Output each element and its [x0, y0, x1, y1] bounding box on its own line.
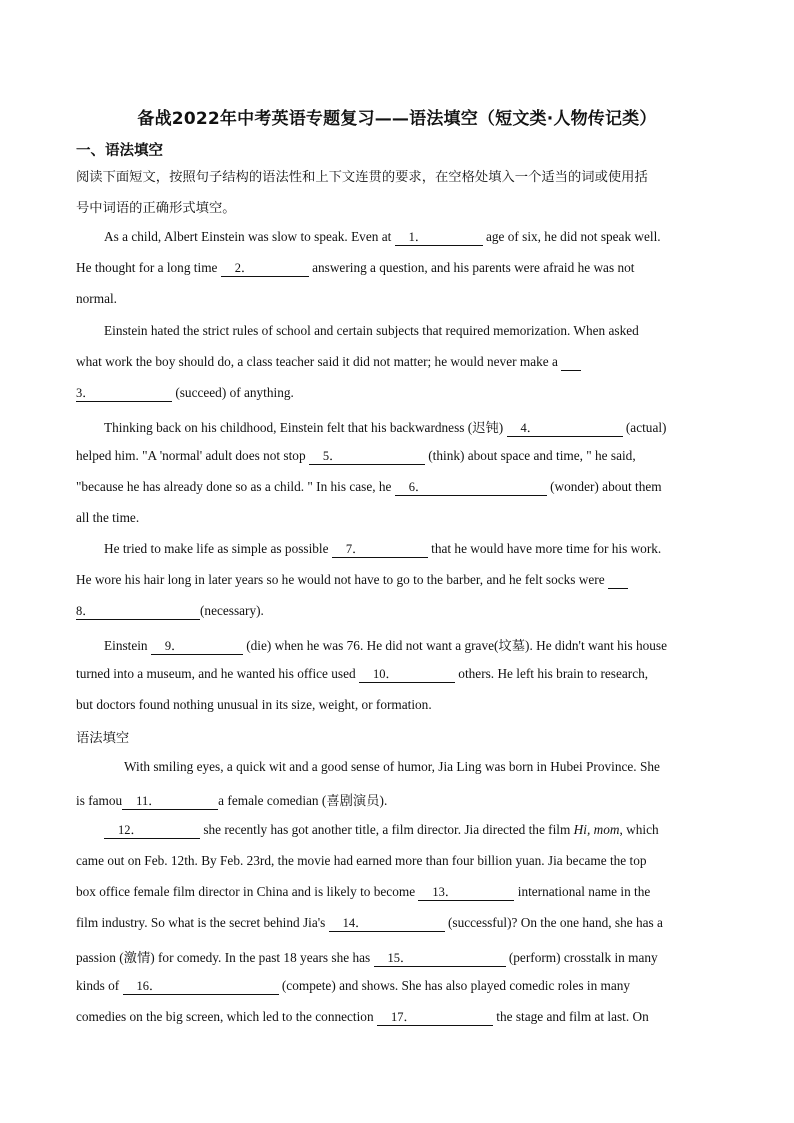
- text-run: comedies on the big screen, which led to the connection: [76, 1009, 377, 1024]
- text-run: ) for comedy. In the past 18 years she has: [150, 950, 374, 965]
- blank-number: 4．: [520, 421, 540, 435]
- text-run: (successful)? On the one hand, she has a: [444, 915, 663, 930]
- einstein-line: [76, 448, 636, 465]
- text-run: answering a question, and his parents were afraid he was not: [308, 260, 635, 275]
- answer-blank[interactable]: [418, 885, 514, 901]
- blank-number: 15．: [387, 951, 413, 965]
- jialing-line: [76, 790, 387, 810]
- text-run: the stage and film at last. On: [492, 1009, 649, 1024]
- einstein-line: [104, 635, 667, 655]
- einstein-line: [76, 354, 581, 371]
- text-run: passion (: [76, 950, 124, 965]
- answer-blank[interactable]: [122, 794, 218, 810]
- text-run: ).: [379, 793, 388, 808]
- answer-blank[interactable]: [507, 421, 623, 437]
- blank-number: 3．: [76, 386, 95, 400]
- blank-number: 5．: [322, 449, 342, 463]
- text-run: Einstein: [104, 638, 151, 653]
- einstein-line: [76, 385, 294, 402]
- text-run: As a child, Albert Einstein was slow to speak. Even at: [104, 229, 395, 244]
- answer-blank[interactable]: [76, 386, 172, 402]
- answer-blank[interactable]: [374, 951, 506, 967]
- blank-number: 6．: [408, 480, 428, 494]
- text-run: Thinking back on his childhood, Einstein felt that his backwardness (: [104, 420, 473, 435]
- section-heading-grammar-fill: 一、语法填空: [76, 143, 163, 159]
- answer-blank[interactable]: [309, 449, 425, 465]
- text-run: international name in the: [514, 884, 651, 899]
- jialing-line: [124, 759, 660, 775]
- einstein-line: [76, 291, 117, 307]
- answer-blank[interactable]: [123, 979, 279, 995]
- instructions-line-2: 号中词语的正确形式填空。: [76, 201, 236, 216]
- blank-number: 16．: [136, 979, 162, 993]
- text-run: ). He didn't want his house: [525, 638, 668, 653]
- text-run: (necessary).: [200, 603, 264, 618]
- answer-blank[interactable]: [608, 573, 628, 589]
- section-heading-grammar-fill-2: 语法填空: [76, 731, 130, 746]
- blank-number: [608, 573, 622, 587]
- chinese-gloss: 喜剧演员: [326, 794, 380, 809]
- answer-blank[interactable]: [332, 542, 428, 558]
- blank-number: 9．: [164, 639, 184, 653]
- blank-number: 12．: [118, 823, 144, 837]
- answer-blank[interactable]: [76, 604, 200, 620]
- jialing-line: [104, 822, 659, 839]
- text-run: , which: [619, 822, 659, 837]
- text-run: (perform) crosstalk in many: [505, 950, 658, 965]
- einstein-line: [76, 479, 662, 496]
- text-run: "because he has already done so as a child. " In his case, he: [76, 479, 395, 494]
- text-run: age of six, he did not speak well.: [482, 229, 661, 244]
- einstein-line: [76, 572, 628, 589]
- chinese-gloss: 迟钝: [472, 421, 499, 436]
- text-run: normal.: [76, 291, 117, 306]
- einstein-line: [104, 541, 661, 558]
- blank-number: 17．: [390, 1010, 416, 1024]
- text-run: (succeed) of anything.: [172, 385, 294, 400]
- text-run: what work the boy should do, a class teacher said it did not matter; he would never make a: [76, 354, 562, 369]
- einstein-line: [76, 666, 648, 683]
- einstein-line: [76, 697, 432, 713]
- text-run: Einstein hated the strict rules of school and certain subjects that required memorization. When asked: [104, 323, 639, 338]
- text-run: (think) about space and time, " he said,: [424, 448, 636, 463]
- text-run: He wore his hair long in later years so he would not have to go to the barber, and he felt socks were: [76, 572, 608, 587]
- answer-blank[interactable]: [395, 480, 547, 496]
- chinese-gloss: 坟墓: [498, 639, 526, 654]
- einstein-line: [104, 417, 666, 437]
- einstein-line: [76, 603, 264, 620]
- text-run: helped him. "A 'normal' adult does not stop: [76, 448, 309, 463]
- text-run: turned into a museum, and he wanted his office used: [76, 666, 359, 681]
- text-run: He tried to make life as simple as possible: [104, 541, 332, 556]
- text-run: that he would have more time for his work.: [427, 541, 662, 556]
- answer-blank[interactable]: [561, 355, 581, 371]
- blank-number: 2．: [234, 261, 254, 275]
- jialing-line: [76, 884, 650, 901]
- answer-blank[interactable]: [329, 916, 445, 932]
- blank-number: 7．: [345, 542, 365, 556]
- text-run: (wonder) about them: [546, 479, 662, 494]
- text-run: film industry. So what is the secret behind Jia's: [76, 915, 329, 930]
- blank-number: [561, 355, 575, 369]
- text-run: (compete) and shows. She has also played comedic roles in many: [278, 978, 631, 993]
- text-run: (die) when he was 76. He did not want a grave(: [242, 638, 499, 653]
- text-run: is famou: [76, 793, 123, 808]
- einstein-line: [76, 510, 139, 526]
- blank-number: 11．: [136, 794, 161, 808]
- chinese-gloss: 激情: [123, 951, 151, 966]
- text-run: but doctors found nothing unusual in its size, weight, or formation.: [76, 697, 432, 712]
- text-run: a female comedian (: [218, 793, 327, 808]
- einstein-line: [104, 323, 639, 339]
- text-run: came out on Feb. 12th. By Feb. 23rd, the movie had earned more than four billion yuan. Jia became the top: [76, 853, 647, 868]
- answer-blank[interactable]: [395, 230, 483, 246]
- blank-number: 14．: [342, 916, 368, 930]
- answer-blank[interactable]: [377, 1010, 493, 1026]
- text-run: (actual): [622, 420, 667, 435]
- answer-blank[interactable]: [151, 639, 243, 655]
- text-run: He thought for a long time: [76, 260, 221, 275]
- answer-blank[interactable]: [104, 823, 200, 839]
- answer-blank[interactable]: [359, 667, 455, 683]
- text-run: kinds of: [76, 978, 123, 993]
- jialing-line: [76, 915, 663, 932]
- document-title: 备战2022年中考英语专题复习——语法填空（短文类·人物传记类）: [137, 109, 657, 129]
- jialing-line: [76, 947, 658, 967]
- blank-number: 10．: [372, 667, 398, 681]
- text-run: she recently has got another title, a film director. Jia directed the film: [200, 822, 574, 837]
- film-title: Hi, mom: [573, 822, 620, 837]
- blank-number: 1．: [408, 230, 428, 244]
- answer-blank[interactable]: [221, 261, 309, 277]
- text-run: all the time.: [76, 510, 140, 525]
- einstein-line: [104, 229, 661, 246]
- text-run: With smiling eyes, a quick wit and a good sense of humor, Jia Ling was born in Hubei Province. She: [124, 759, 660, 774]
- einstein-line: [76, 260, 634, 277]
- jialing-line: [76, 853, 647, 869]
- blank-number: 13．: [432, 885, 458, 899]
- jialing-line: [76, 978, 630, 995]
- text-run: ): [498, 420, 507, 435]
- jialing-line: [76, 1009, 649, 1026]
- instructions-line-1: 阅读下面短文，按照句子结构的语法性和上下文连贯的要求，在空格处填入一个适当的词或使用括: [76, 170, 648, 185]
- text-run: box office female film director in China and is likely to become: [76, 884, 419, 899]
- text-run: others. He left his brain to research,: [454, 666, 649, 681]
- blank-number: 8．: [76, 604, 95, 618]
